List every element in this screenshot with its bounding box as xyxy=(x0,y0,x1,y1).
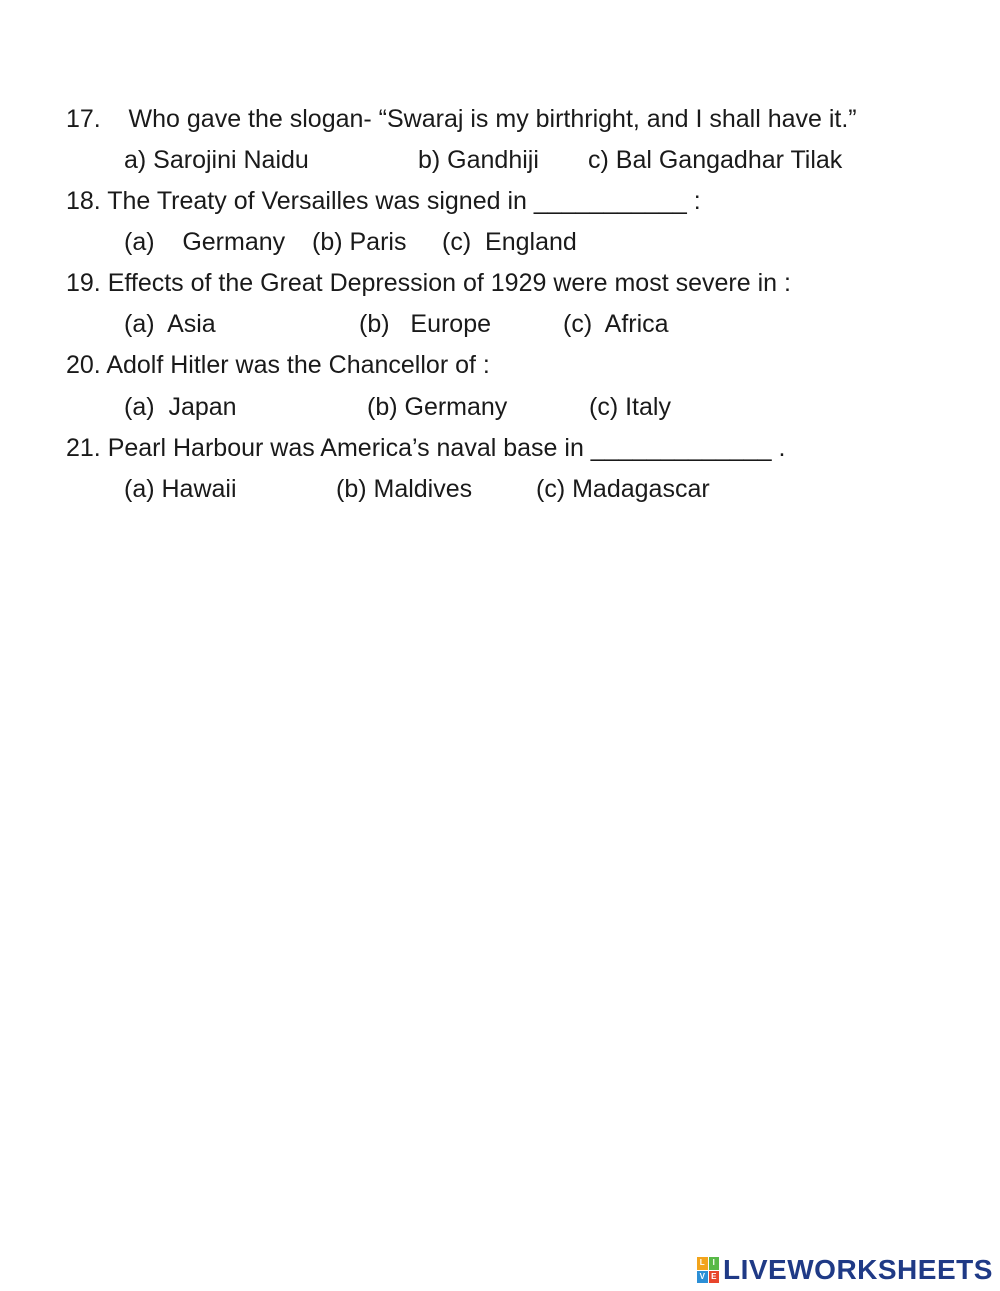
question-20-text: 20. Adolf Hitler was the Chancellor of : xyxy=(66,351,490,379)
question-17-option-c: c) Bal Gangadhar Tilak xyxy=(588,146,843,174)
question-19-option-b: (b) Europe xyxy=(359,310,492,338)
question-19-option-a: (a) Asia xyxy=(124,310,216,338)
question-21-text: 21. Pearl Harbour was America’s naval base in _____________ . xyxy=(66,434,786,462)
logo-mark-letter: I xyxy=(709,1257,720,1270)
question-20-option-a: (a) Japan xyxy=(124,393,237,421)
question-18-option-c: (c) England xyxy=(442,228,577,256)
question-19-text: 19. Effects of the Great Depression of 1929 were most severe in : xyxy=(66,269,791,297)
liveworksheets-logo-text: LIVEWORKSHEETS xyxy=(723,1254,993,1285)
question-18-text: 18. The Treaty of Versailles was signed in ___________ : xyxy=(66,187,701,215)
logo-mark-letter: E xyxy=(709,1271,720,1284)
question-18-option-b: (b) Paris xyxy=(312,228,407,256)
liveworksheets-logo-mark xyxy=(697,1257,719,1283)
logo-mark-letter: V xyxy=(697,1271,708,1284)
question-17-option-a: a) Sarojini Naidu xyxy=(124,146,309,174)
logo-mark-letter: L xyxy=(697,1257,708,1270)
question-18-option-a: (a) Germany xyxy=(124,228,286,256)
question-19-option-c: (c) Africa xyxy=(563,310,669,338)
liveworksheets-logo xyxy=(697,1255,993,1285)
question-17-option-b: b) Gandhiji xyxy=(418,146,539,174)
question-21-option-b: (b) Maldives xyxy=(336,475,473,503)
question-21-option-a: (a) Hawaii xyxy=(124,475,237,503)
question-20-option-b: (b) Germany xyxy=(367,393,508,421)
question-21-option-c: (c) Madagascar xyxy=(536,475,710,503)
question-20-option-c: (c) Italy xyxy=(589,393,671,421)
question-17-text: 17. Who gave the slogan- “Swaraj is my birthright, and I shall have it.” xyxy=(66,105,857,133)
